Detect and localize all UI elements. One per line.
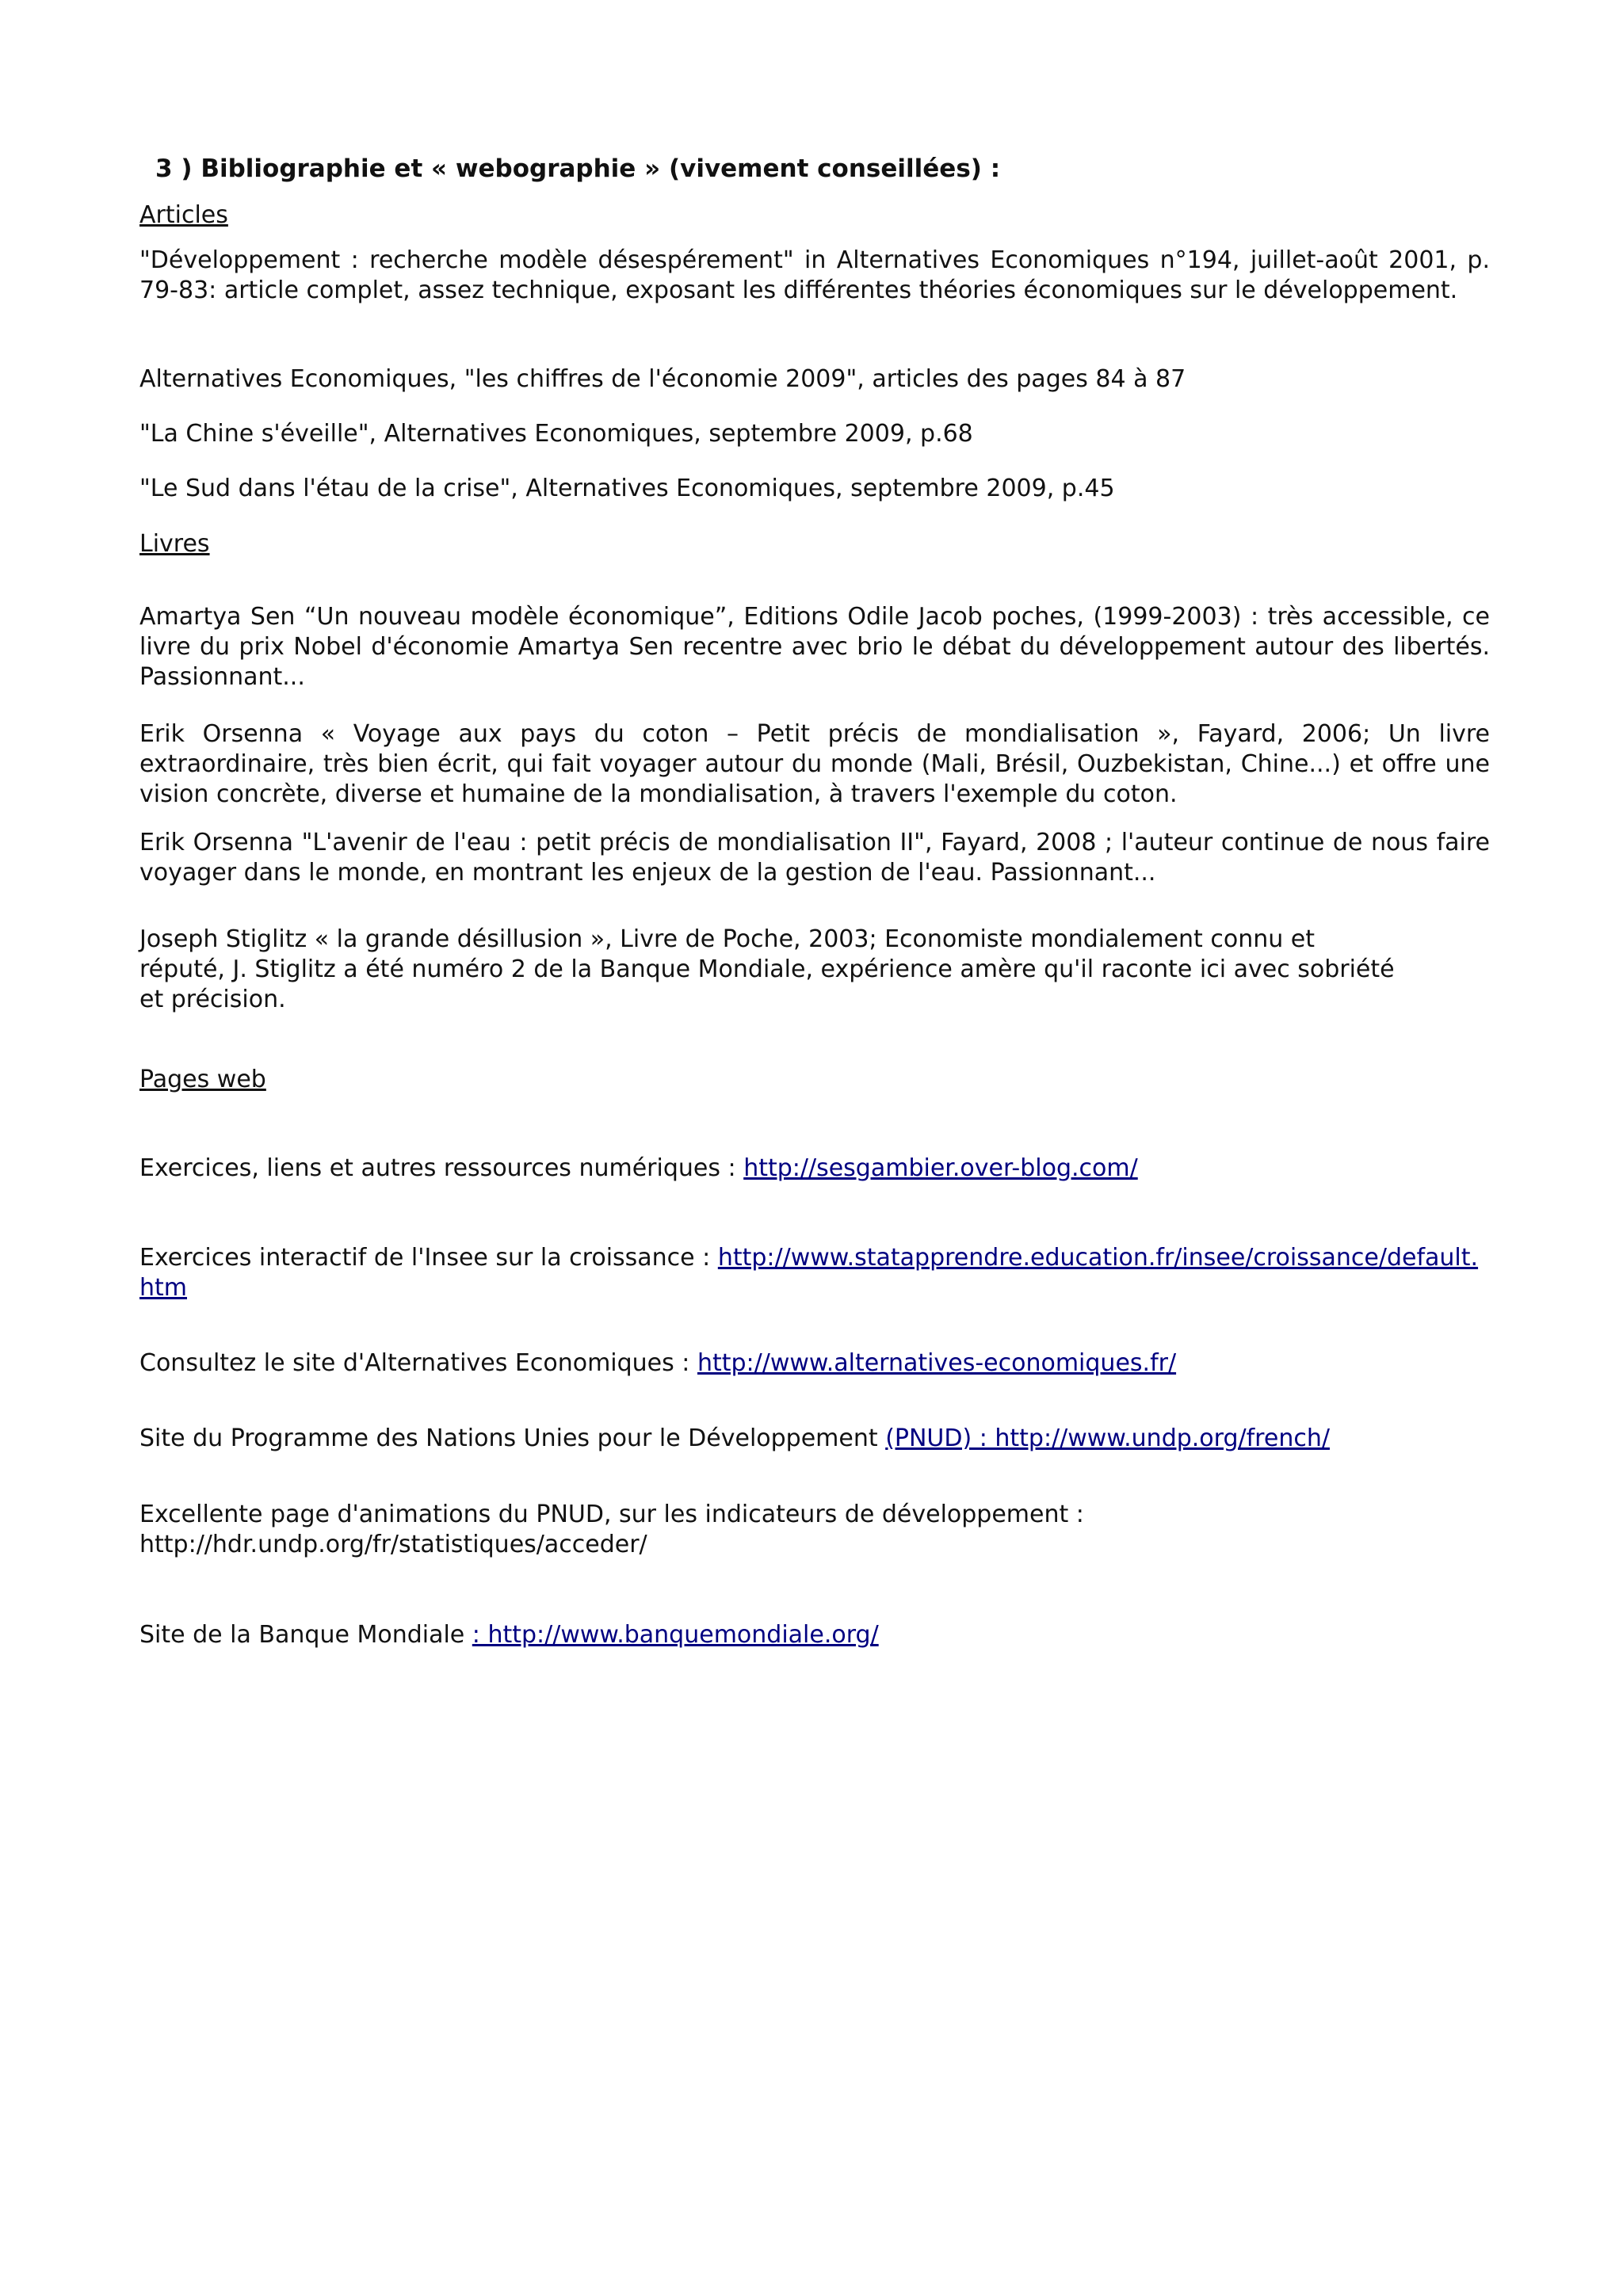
- web-item: [139, 1348, 1490, 1379]
- article-item: "Développement : recherche modèle désespérement" in Alternatives Economiques n°194, juillet-août 2001, p. 79-83: article complet, assez technique, exposant les différentes théories économiques sur le développement.: [139, 246, 1490, 304]
- web-item-text: Exercices interactif de l'Insee sur la croissance :: [139, 1244, 718, 1272]
- articles-title: Articles: [139, 201, 228, 229]
- web-title: Pages web: [139, 1066, 266, 1093]
- web-item-text: Exercices, liens et autres ressources numériques :: [139, 1154, 744, 1182]
- web-item: [139, 1243, 1487, 1303]
- article-item: Alternatives Economiques, "les chiffres de l'économie 2009", articles des pages 84 à 87: [139, 365, 1186, 393]
- livres-title: Livres: [139, 530, 210, 558]
- web-item-text: Site du Programme des Nations Unies pour le Développement: [139, 1425, 886, 1452]
- web-item: [139, 1154, 1490, 1184]
- book-item: Erik Orsenna « Voyage aux pays du coton – Petit précis de mondialisation », Fayard, 2006; Un livre extraordinaire, très bien écrit, qui fait voyager autour du monde (Mali, Brésil, Ouzbekistan, Chine...) et offre une vision concrète, diverse et humaine de la mondialisation, à travers l'exemple du coton.: [139, 720, 1490, 808]
- book-item: Joseph Stiglitz « la grande désillusion », Livre de Poche, 2003; Economiste mondialement connu et réputé, J. Stiglitz a été numéro 2 de la Banque Mondiale, expérience amère qu'il raconte ici avec sobriété et précision.: [139, 925, 1395, 1013]
- article-item: "La Chine s'éveille", Alternatives Economiques, septembre 2009, p.68: [139, 420, 973, 448]
- web-item: [139, 1500, 1328, 1560]
- link-banque-mondiale[interactable]: : http://www.banquemondiale.org/: [472, 1621, 879, 1649]
- web-item-text: Excellente page d'animations du PNUD, sur les indicateurs de développement : http://hdr.undp.org/fr/statistiques/acceder/: [139, 1501, 1084, 1558]
- web-item-text: Consultez le site d'Alternatives Economiques :: [139, 1349, 697, 1377]
- link-insee-croissance[interactable]: http://www.statapprendre.education.fr/insee/croissance/default.htm: [139, 1244, 1479, 1302]
- book-item: Amartya Sen “Un nouveau modèle économique”, Editions Odile Jacob poches, (1999-2003) : très accessible, ce livre du prix Nobel d'économie Amartya Sen recentre avec brio le débat du développement autour des libertés. Passionnant...: [139, 603, 1490, 691]
- link-alternatives-economiques[interactable]: http://www.alternatives-economiques.fr/: [697, 1349, 1177, 1377]
- section-heading: 3 ) Bibliographie et « webographie » (vivement conseillées) :: [155, 154, 1001, 183]
- article-item: "Le Sud dans l'étau de la crise", Alternatives Economiques, septembre 2009, p.45: [139, 475, 1115, 502]
- web-item: [139, 1424, 1490, 1454]
- web-item-text: Site de la Banque Mondiale: [139, 1621, 472, 1649]
- link-sesgambier[interactable]: http://sesgambier.over-blog.com/: [743, 1154, 1138, 1182]
- book-item: Erik Orsenna "L'avenir de l'eau : petit précis de mondialisation II", Fayard, 2008 ; l'auteur continue de nous faire voyager dans le monde, en montrant les enjeux de la gestion de l'eau. Passionnant...: [139, 829, 1490, 887]
- web-item: [139, 1620, 1490, 1650]
- link-undp[interactable]: (PNUD) : http://www.undp.org/french/: [885, 1425, 1330, 1452]
